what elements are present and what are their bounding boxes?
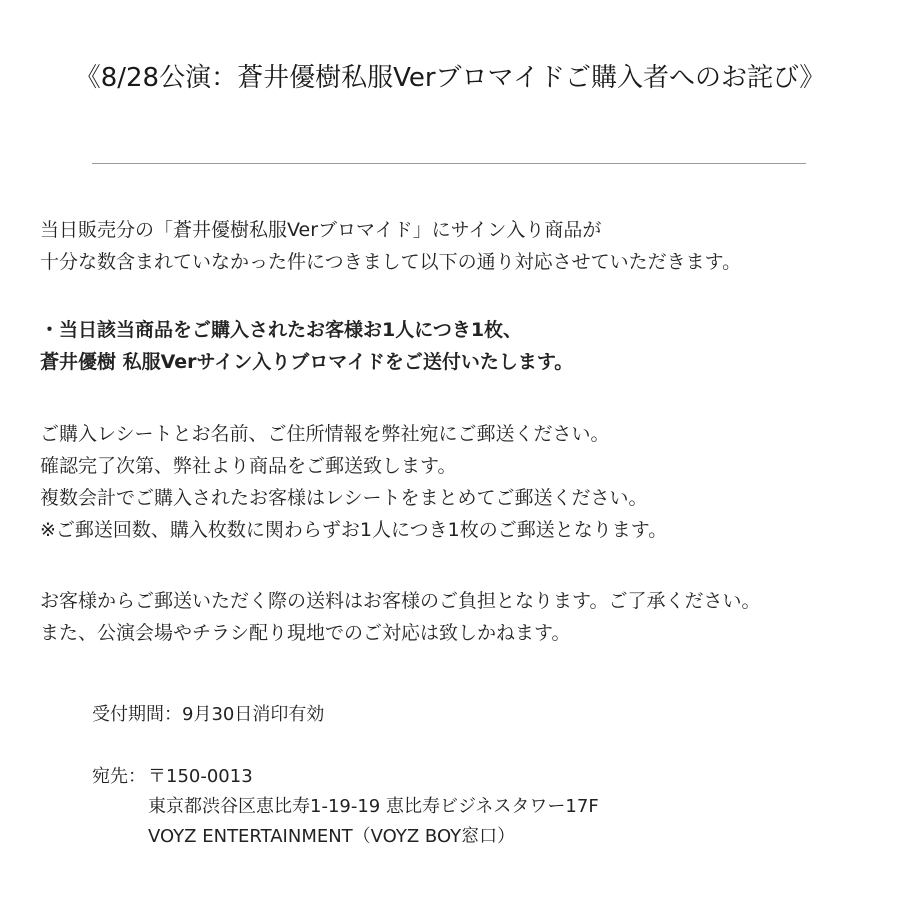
instructions-paragraph [40, 418, 880, 546]
intro-line: 当日販売分の「蒼井優樹私服Verブロマイド」にサイン入り商品が [40, 219, 602, 241]
offer-line: 蒼井優樹 私服Verサイン入りブロマイドをご送付いたします。 [40, 351, 574, 373]
address-label: 宛先： [92, 766, 146, 787]
intro-line: 十分な数含まれていなかった件につきまして以下の通り対応させていただきます。 [40, 251, 742, 273]
address-street: 東京都渋谷区恵比寿1-19-19 恵比寿ビジネスタワー17F [148, 796, 599, 817]
instruction-line: 確認完了次第、弊社より商品をご郵送致します。 [40, 455, 457, 477]
instruction-line: ご購入レシートとお名前、ご住所情報を弊社宛にご郵送ください。 [40, 423, 610, 445]
instruction-line: 複数会計でご購入されたお客様はレシートをまとめてご郵送ください。 [40, 487, 648, 509]
note-line: また、公演会場やチラシ配り現地でのご対応は致しかねます。 [40, 622, 571, 644]
intro-paragraph [40, 214, 880, 278]
address-postal-code: 〒150-0013 [148, 766, 253, 787]
notes-paragraph [40, 585, 880, 649]
address-recipient: VOYZ ENTERTAINMENT（VOYZ BOY窓口） [148, 826, 516, 847]
deadline-text: 受付期間：9月30日消印有効 [92, 704, 325, 725]
address-block [148, 762, 599, 852]
instruction-line: ※ご郵送回数、購入枚数に関わらずお1人につき1枚のご郵送となります。 [40, 519, 668, 541]
title-divider [92, 163, 806, 164]
notice-title: 《8/28公演：蒼井優樹私服Verブロマイドご購入者へのお詫び》 [74, 63, 826, 93]
offer-line: ・当日該当商品をご購入されたお客様お1人につき1枚、 [40, 319, 523, 341]
offer-paragraph [40, 314, 880, 378]
note-line: お客様からご郵送いただく際の送料はお客様のご負担となります。ご了承ください。 [40, 590, 761, 612]
